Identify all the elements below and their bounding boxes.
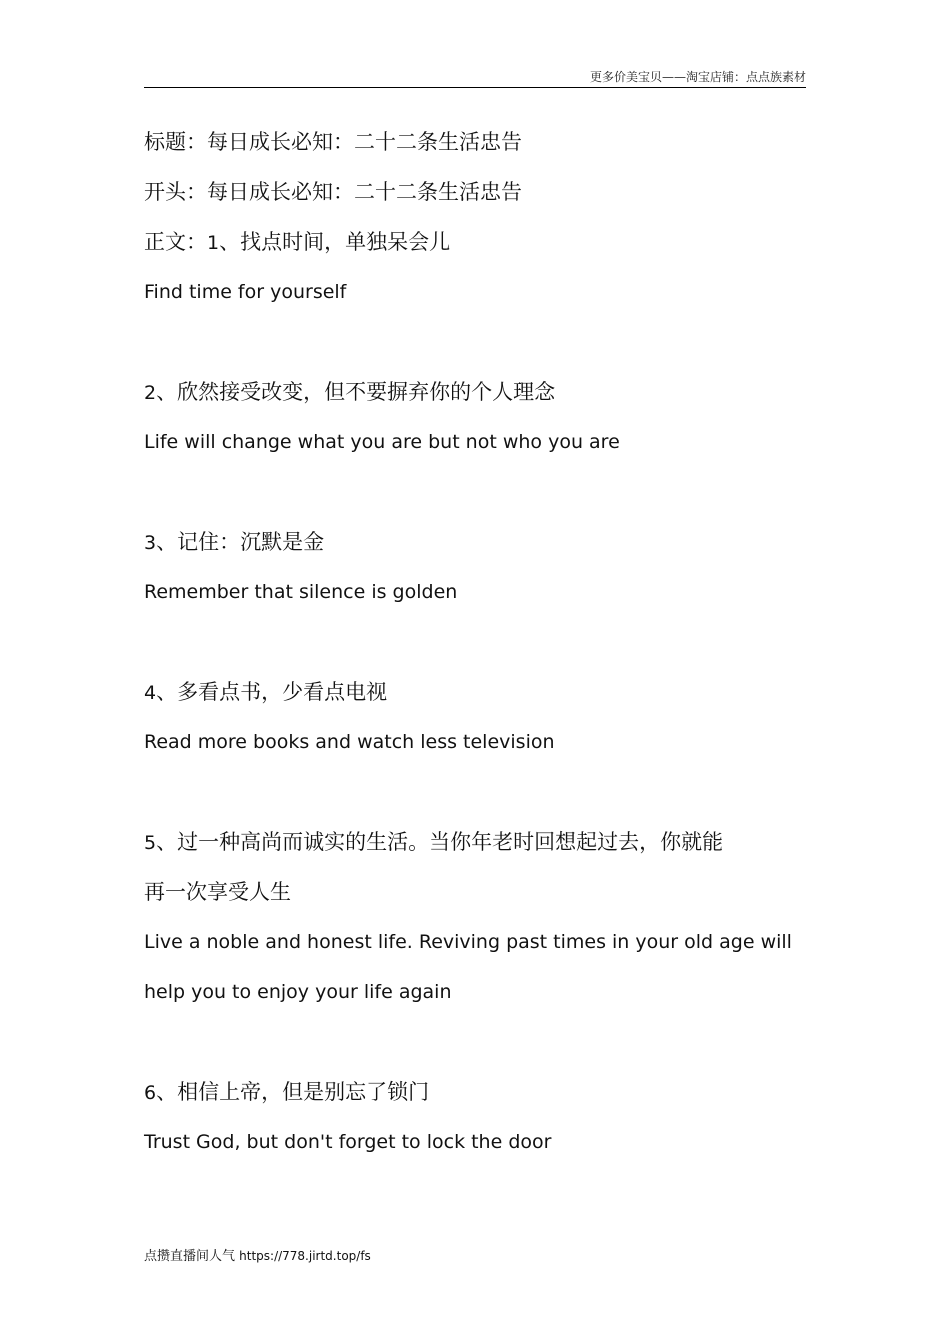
body-prefix: 正文： <box>144 230 207 254</box>
item-1-en: Find time for yourself <box>144 281 347 303</box>
item-number: 4 <box>144 682 157 704</box>
document-body <box>144 117 810 1167</box>
item-cn-text: 、记住：沉默是金 <box>156 530 325 554</box>
item-6-en: Trust God, but don't forget to lock the door <box>144 1131 552 1153</box>
item-3-cn <box>144 517 810 567</box>
item-cn-text: 、欣然接受改变，但不要摒弃你的个人理念 <box>156 380 556 404</box>
item-cn-text: 、相信上帝，但是别忘了锁门 <box>156 1080 430 1104</box>
item-5-cn-cont: 再一次享受人生 <box>144 880 291 904</box>
item-5-en-cont: help you to enjoy your life again <box>144 981 452 1003</box>
spacer <box>144 767 810 817</box>
item-1-cn <box>144 217 810 267</box>
item-number: 1 <box>207 232 220 254</box>
spacer <box>144 617 810 667</box>
item-cn-text: 、多看点书，少看点电视 <box>156 680 388 704</box>
page-footer <box>144 1245 371 1264</box>
item-4-en: Read more books and watch less television <box>144 731 555 753</box>
item-5-cn <box>144 817 810 867</box>
item-number: 3 <box>144 532 157 554</box>
spacer <box>144 467 810 517</box>
item-5-en: Live a noble and honest life. Reviving past times in your old age will <box>144 931 792 953</box>
item-number: 6 <box>144 1082 157 1104</box>
page-header <box>144 66 806 88</box>
item-2-en: Life will change what you are but not who you are <box>144 431 620 453</box>
opening-line: 开头：每日成长必知：二十二条生活忠告 <box>144 180 522 204</box>
footer-url: https://778.jirtd.top/fs <box>239 1249 371 1263</box>
spacer <box>144 1017 810 1067</box>
item-number: 2 <box>144 382 157 404</box>
spacer <box>144 317 810 367</box>
item-2-cn <box>144 367 810 417</box>
item-4-cn <box>144 667 810 717</box>
item-number: 5 <box>144 832 157 854</box>
item-3-en: Remember that silence is golden <box>144 581 458 603</box>
item-cn-text: 、过一种高尚而诚实的生活。当你年老时回想起过去，你就能 <box>156 830 724 854</box>
footer-text: 点攒直播间人气 <box>144 1249 240 1264</box>
title-line: 标题：每日成长必知：二十二条生活忠告 <box>144 130 522 154</box>
item-cn-text: 、找点时间，单独呆会儿 <box>219 230 451 254</box>
item-6-cn <box>144 1067 810 1117</box>
header-text: 更多价美宝贝——淘宝店铺：点点族素材 <box>589 70 806 84</box>
